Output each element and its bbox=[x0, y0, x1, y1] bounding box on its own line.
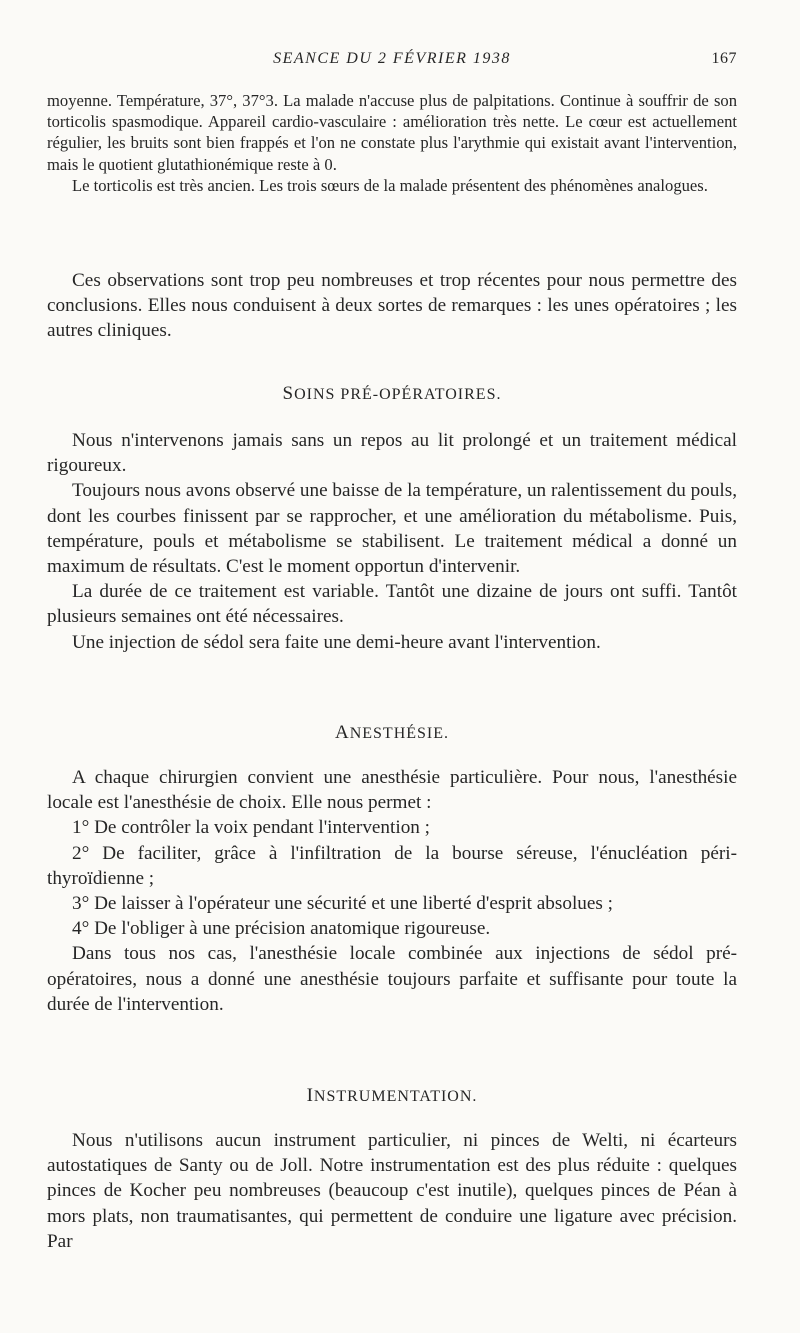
anesthesie-heading-block bbox=[47, 722, 737, 744]
instrumentation-section bbox=[47, 1128, 737, 1254]
observations-paragraph: Ces observations sont trop peu nombreuses et trop récentes pour nous permettre des conclusions. Elles nous conduisent à deux sortes de remarques : les unes opératoires ; les autres cliniques. bbox=[47, 270, 737, 342]
section-heading-instrumentation: INSTRUMENTATION. bbox=[306, 1085, 478, 1106]
anesthesie-list-item: 4° De l'obliger à une précision anatomique rigoureuse. bbox=[72, 918, 491, 940]
soins-paragraph: La durée de ce traitement est variable. Tantôt une dizaine de jours ont suffi. Tantôt plusieurs semaines ont été nécessaires. bbox=[47, 581, 737, 628]
anesthesie-list-item: 1° De contrôler la voix pendant l'intervention ; bbox=[72, 817, 431, 839]
anesthesie-list-item: 2° De faciliter, grâce à l'infiltration de la bourse séreuse, l'énucléation péri-thyroïdienne ; bbox=[47, 842, 737, 889]
section-heading-anesthesie: ANESTHÉSIE. bbox=[334, 722, 450, 743]
instrumentation-heading-block bbox=[47, 1085, 737, 1107]
observations-section bbox=[47, 268, 737, 344]
intro-paragraph: Le torticolis est très ancien. Les trois sœurs de la malade présentent des phénomènes analogues. bbox=[72, 175, 708, 195]
running-header bbox=[47, 50, 737, 72]
soins-paragraph: Toujours nous avons observé une baisse de la température, un ralentissement du pouls, dont les courbes finissent par se rapprocher, et une amélioration du métabolisme. Puis, température, pouls et métabolisme se stabilisent. Le traitement médical a donné un maximum de résultats. C'est le moment opportun d'intervenir. bbox=[47, 480, 737, 578]
anesthesie-paragraph: A chaque chirurgien convient une anesthésie particulière. Pour nous, l'anesthésie locale est l'anesthésie de choix. Elle nous permet : bbox=[47, 767, 737, 814]
intro-paragraph: moyenne. Température, 37°, 37°3. La malade n'accuse plus de palpitations. Continue à souffrir de son torticolis spasmodique. Appareil cardio-vasculaire : amélioration très nette. Le cœur est actuellement régulier, les bruits sont bien frappés et l'on ne constate plus l'arythmie qui existait avant l'intervention, mais le quotient glutathionémique reste à 0. bbox=[47, 91, 737, 174]
anesthesie-section bbox=[47, 765, 737, 1017]
soins-paragraph: Nous n'intervenons jamais sans un repos au lit prolongé et un traitement médical rigoureux. bbox=[47, 430, 737, 477]
header-title: SEANCE DU 2 FÉVRIER 1938 bbox=[273, 50, 511, 67]
anesthesie-list-item: 3° De laisser à l'opérateur une sécurité et une liberté d'esprit absolues ; bbox=[72, 893, 613, 915]
page-number: 167 bbox=[711, 50, 737, 67]
anesthesie-paragraph: Dans tous nos cas, l'anesthésie locale combinée aux injections de sédol pré-opératoires, nous a donné une anesthésie toujours parfaite et suffisante pour toute la durée de l'intervention. bbox=[47, 943, 737, 1015]
soins-heading-block bbox=[47, 383, 737, 405]
intro-section bbox=[47, 90, 737, 196]
soins-paragraph: Une injection de sédol sera faite une demi-heure avant l'intervention. bbox=[72, 631, 601, 653]
instrumentation-paragraph: Nous n'utilisons aucun instrument particulier, ni pinces de Welti, ni écarteurs autostatiques de Santy ou de Joll. Notre instrumentation est des plus réduite : quelques pinces de Kocher peu nombreuses (beaucoup c'est inutile), quelques pinces de Péan à mors plats, non traumatisantes, qui permettent de conduire une ligature avec précision. Par bbox=[47, 1130, 737, 1252]
section-heading-soins: SOINS PRÉ-OPÉRATOIRES. bbox=[282, 383, 502, 404]
soins-section bbox=[47, 428, 737, 655]
